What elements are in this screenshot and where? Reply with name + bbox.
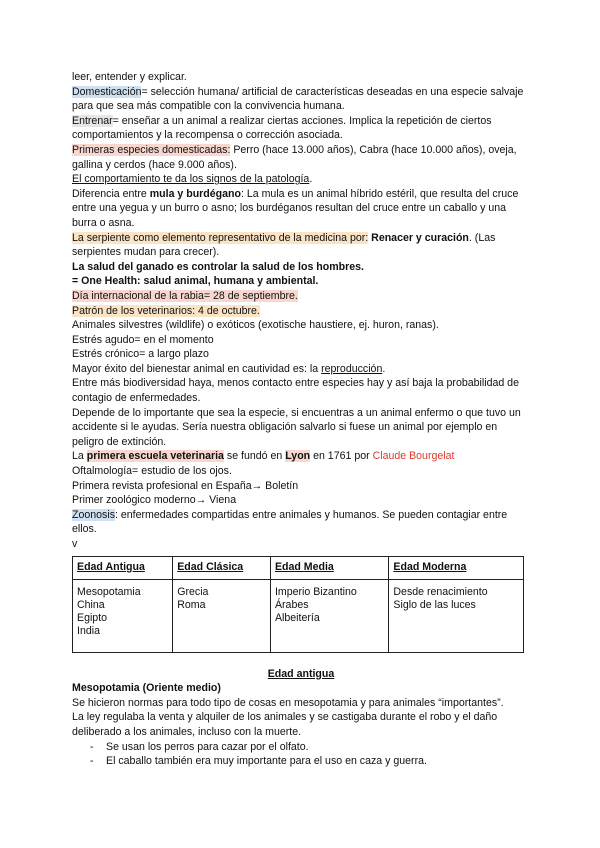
table-row [73,579,524,652]
cell-item: Roma [177,598,206,611]
bullet-list [72,740,530,769]
list-item: - El caballo también era muy importante para el uso en caza y guerra. [90,754,530,769]
text-line: Oftalmología= estudio de los ojos. [72,465,232,478]
domesticated-species [72,143,530,172]
text-span: Mayor éxito del bienestar animal en cautividad es: la [72,362,322,375]
cell-item: Egipto [77,611,108,624]
header-label: Edad Antigua [77,560,145,573]
table-cell [73,579,173,652]
text-line: Primer zoológico moderno→ Viena [72,494,237,507]
rabia-day [72,289,530,304]
cell-item: Mesopotamia [77,585,141,598]
text-span: : La mula es un animal híbrido estéril, que resulta del cruce entre una yegua y un burro o asno; los burdéganos resultan del cruce entre un caballo y una burra o asna. [72,187,519,229]
cell-item: Albeitería [274,611,320,624]
text-line: v [72,538,78,550]
definition-text: : enfermedades compartidas entre animales y humanos. Se pueden contagiar entre ellos. [72,508,508,536]
text-line: leer, entender y explicar. [72,71,187,83]
table-cell [389,579,524,652]
section-paragraph: La ley regulaba la venta y alquiler de los animales y se castigaba durante el robo y el daño deliberado a los animales, incluso con la muerte. [72,711,498,738]
text-line: Estrés agudo= en el momento [72,333,214,346]
text-span: La [72,450,87,463]
definition-text: = selección humana/ artificial de características deseadas en una especie salvaje para que sea más compatible con la convivencia humana. [72,85,524,113]
cell-item: Imperio Bizantino [274,585,357,598]
bienestar-note [72,362,530,377]
red-name: Claude Bourgelat [372,450,455,463]
behaviour-note [72,172,530,187]
mula-burdegano [72,187,530,231]
bold-highlighted-term: primera escuela veterinaria [86,450,224,463]
zoonosis-note [72,508,530,537]
highlighted-text: Patrón de los veterinarios: 4 de octubre. [72,304,260,317]
document-page [72,70,530,769]
cell-item: India [77,624,100,637]
table-header-cell [73,556,173,579]
text-span: Diferencia entre [72,187,150,200]
eras-table [72,556,524,653]
text-line: Estrés crónico= a largo plazo [72,348,209,361]
cell-item: Árabes [274,598,309,611]
table-cell [173,579,271,652]
section-paragraph: Se hicieron normas para todo tipo de cosas en mesopotamia y para animales “importantes”. [72,696,504,709]
definition-domesticacion [72,85,530,114]
highlighted-text: Día internacional de la rabia= 28 de septiembre. [72,289,298,302]
underlined-text: reproducción [321,362,383,375]
text-line: Animales silvestres (wildlife) o exóticos (exotische haustiere, ej. huron, ranas). [72,319,439,332]
term-domesticacion: Domesticación [72,85,142,98]
table-header-cell [173,556,271,579]
bold-statement: La salud del ganado es controlar la salud de los hombres. [72,260,364,273]
serpiente-note [72,231,530,260]
term-primeras-especies: Primeras especies domesticadas: [72,143,231,156]
cell-item: China [77,598,105,611]
bold-highlighted-term: Lyon [285,450,311,463]
table-header-row [73,556,524,579]
highlighted-text: La serpiente como elemento representativo de la medicina por: [72,231,369,244]
text-span: en 1761 por [310,450,373,463]
text-span: . (Las serpientes mudan para crecer). [72,231,496,259]
definition-entrenar [72,114,530,143]
term-entrenar: Entrenar [72,114,113,127]
cell-item: Grecia [177,585,209,598]
header-label: Edad Moderna [393,560,467,573]
species-text: Perro (hace 13.000 años), Cabra (hace 10.000 años), oveja, gallina y cerdos (hace 9.000 años). [72,143,517,171]
escuela-note [72,449,530,464]
bold-term: Renacer y curación [368,231,469,244]
one-health: = One Health: salud animal, humana y ambiental. [72,275,319,288]
patron-day [72,304,530,319]
punctuation: . [382,362,386,375]
underlined-text: El comportamiento te da los signos de la patología [72,173,310,186]
table-header-cell [389,556,524,579]
cell-item: Desde renacimiento [393,585,488,598]
bold-term: mula y burdégano [149,187,241,200]
text-span: se fundó en [223,450,286,463]
text-line: Entre más biodiversidad haya, menos contacto entre especies hay y así baja la probabilidad de contagio de enfermedades. [72,377,519,405]
table-header-cell [270,556,388,579]
punctuation: . [309,173,313,186]
text-line: Depende de lo importante que sea la especie, si encuentras a un animal enfermo o que tuvo un accidente si le ayudas. Sería nuestra obligación salvarlo si fuese un animal por ejemplo en peligro de extinción. [72,406,521,448]
list-item: - Se usan los perros para cazar por el olfato. [90,740,530,755]
section-subtitle: Mesopotamia (Oriente medio) [72,682,221,695]
text-line: Primera revista profesional en España→ Boletín [72,479,299,492]
definition-text: = enseñar a un animal a realizar ciertas acciones. Implica la repetición de ciertos comportamientos y la recompensa o corrección asociada. [72,114,492,142]
term-zoonosis: Zoonosis [72,508,115,521]
header-label: Edad Media [274,560,334,573]
cell-item: Siglo de las luces [393,598,476,611]
table-cell [270,579,388,652]
header-label: Edad Clásica [177,560,244,573]
section-title: Edad antigua [267,667,335,680]
